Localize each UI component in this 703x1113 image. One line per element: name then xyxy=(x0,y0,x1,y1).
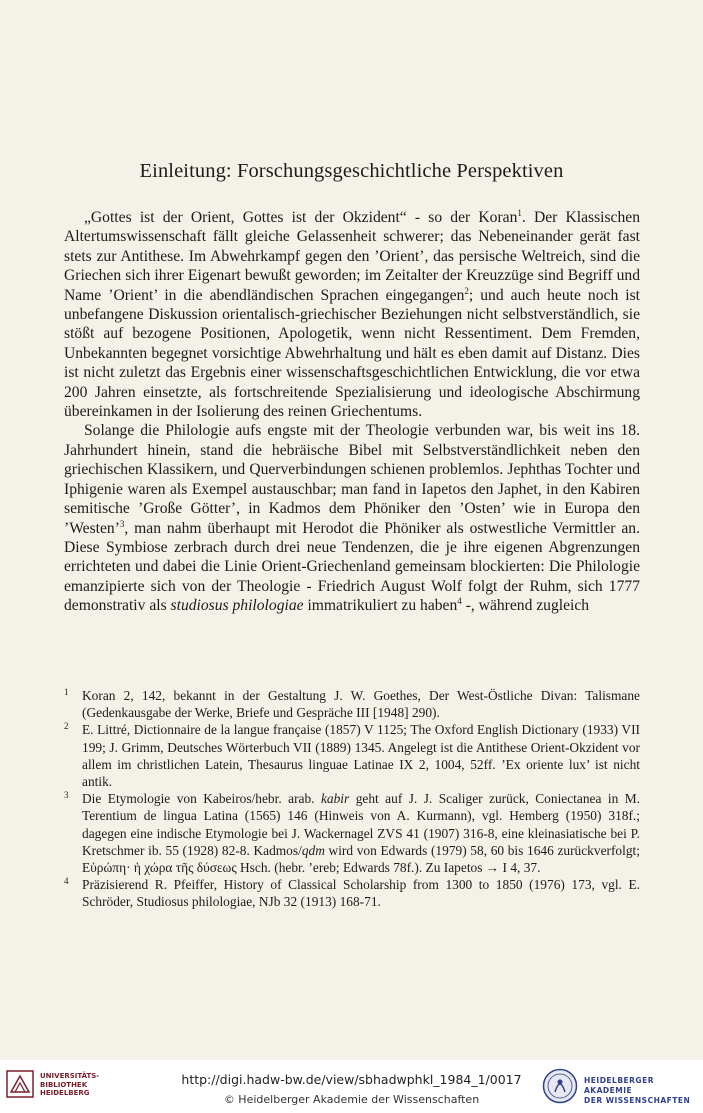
footnote-number: 3 xyxy=(64,790,69,801)
footnote-number: 1 xyxy=(64,687,69,697)
footnote: 2 E. Littré, Dictionnaire de la langue française (1857) V 1125; The Oxford English Dictionary (1933) VII 199; J. Grimm, Deutsches Wörterbuch VII (1889) 1345. Angelegt ist die Antithese Orient-Okzident vor allem im christlichen Latein, Thesaurus linguae Latinae IX 2, 1004, 52ff. ’Ex oriente lux’ ist nicht antik. xyxy=(64,721,640,790)
main-text xyxy=(64,208,640,616)
copyright-notice: © Heidelberger Akademie der Wissenschaften xyxy=(223,1093,480,1106)
footnote-ref[interactable]: 4 xyxy=(457,595,462,606)
footnote-number: 2 xyxy=(64,721,69,732)
viewer-footer xyxy=(0,1060,703,1113)
permalink[interactable]: http://digi.hadw-bw.de/view/sbhadwphkl_1984_1/0017 xyxy=(181,1072,522,1087)
footnote-number: 4 xyxy=(64,876,69,887)
bleed-through-text xyxy=(0,58,703,208)
academy-seal-icon[interactable] xyxy=(542,1068,578,1104)
academy-name[interactable]: HEIDELBERGER AKADEMIE DER WISSENSCHAFTEN xyxy=(584,1076,691,1105)
footnote: 3 Die Etymologie von Kabeiros/hebr. arab. kabir geht auf J. J. Scaliger zurück, Coniectanea in M. Terentium de lingua Latina (1565) 146 (Hinweis von A. Kurmann), vgl. Hemberg (1950) 318f.; dagegen eine indische Etymologie bei J. Wackernagel ZVS 41 (1907) 316-8, eine kleinasiatische bei P. Kretschmer ib. 55 (1928) 82-8. Kadmos/qdm wird von Edwards (1979) 58, 60 bis 1646 zurückverfolgt; Εὐρώπη· ἡ χώρα τῆς δύσεως Hsch. (hebr. ’ereb; Edwards 78f.). Zu Iapetos → I 4, 37. xyxy=(64,790,640,876)
footnote: 1 Koran 2, 142, bekannt in der Gestaltung J. W. Goethes, Der West-Östliche Divan: Talismane (Gedenkausgabe der Werke, Briefe und Gespräche III [1948] 290). xyxy=(64,687,640,721)
paragraph: „Gottes ist der Orient, Gottes ist der Okzident“ - so der Koran$^1$. Der Klassischen Altertumswissenschaft fällt gleiche Gelassenheit schwerer; das Nebeneinander gerät fast stets zur Antithese. Im Abwehrkampf gegen den ’Orient’, das persische Weltreich, sind die Griechen sich ihrer Eigenart bewußt geworden; im Zeitalter der Kreuzzüge sind Begriff und Name ’Orient’ in die abendländischen Sprachen eingegangen$^2$; und auch heute noch ist unbefangene Diskussion orientalisch-griechischer Beziehungen nicht selbstverständlich, sie stößt auf bezogene Positionen, Apologetik, wenn nicht Ressentiment. Dem Fremden, Unbekannten begegnet vorsichtige Abwehrhaltung und hält es eben damit auf Distanz. Dies ist nicht zuletzt das Ergebnis einer wissenschaftsgeschichtlichen Entwicklung, die vor etwa 200 Jahren einsetzte, als fortschreitende Spezialisierung und ideologische Abschirmung übereinkamen in der Isolierung des reinen Griechentums. xyxy=(64,207,641,421)
footnote-ref[interactable]: 3 xyxy=(119,518,125,529)
footnote: 4 Präzisierend R. Pfeiffer, History of Classical Scholarship from 1300 to 1850 (1976) 173, vgl. E. Schröder, Studiosus philologiae, NJb 32 (1913) 168-71. xyxy=(64,876,640,910)
footnote-ref[interactable]: 1 xyxy=(517,207,522,218)
university-library-name[interactable]: UNIVERSITÄTS- BIBLIOTHEK HEIDELBERG xyxy=(40,1072,100,1097)
italic-term: studiosus philologiae xyxy=(170,597,304,615)
paragraph: Solange die Philologie aufs engste mit der Theologie verbunden war, bis weit ins 18. Jahrhundert hinein, stand die hebräische Bibel mit Selbstverständlichkeit neben den griechischen Klassikern, und Querverbindungen schienen problemlos. Jephthas Tochter und Iphigenie waren als Exempel austauschbar; man fand in Iapetos den Japhet, in den Kabiren semitische ’Große Götter’, in Kadmos dem Phöniker den ’Osten’ wie in Europa den ’Westen’$^3$, man nahm überhaupt mit Herodot die Phöniker als ostwestliche Vermittler an. Diese Symbiose zerbrach durch drei neue Tendenzen, die je ihre eigenen Abgrenzungen errichteten und dabei die Linie Orient-Griechenland gemeinsam blockierten: Die Philologie emanzipierte sich von der Theologie - Friedrich August Wolf folgt der Ruhm, sich 1777 demonstrativ als studiosus philologiae immatrikuliert zu haben$^4$ -, während zugleich xyxy=(64,422,640,615)
footnote-ref[interactable]: 2 xyxy=(464,285,469,296)
page-title: Einleitung: Forschungsgeschichtliche Perspektiven xyxy=(139,160,564,182)
footnotes xyxy=(64,687,640,911)
